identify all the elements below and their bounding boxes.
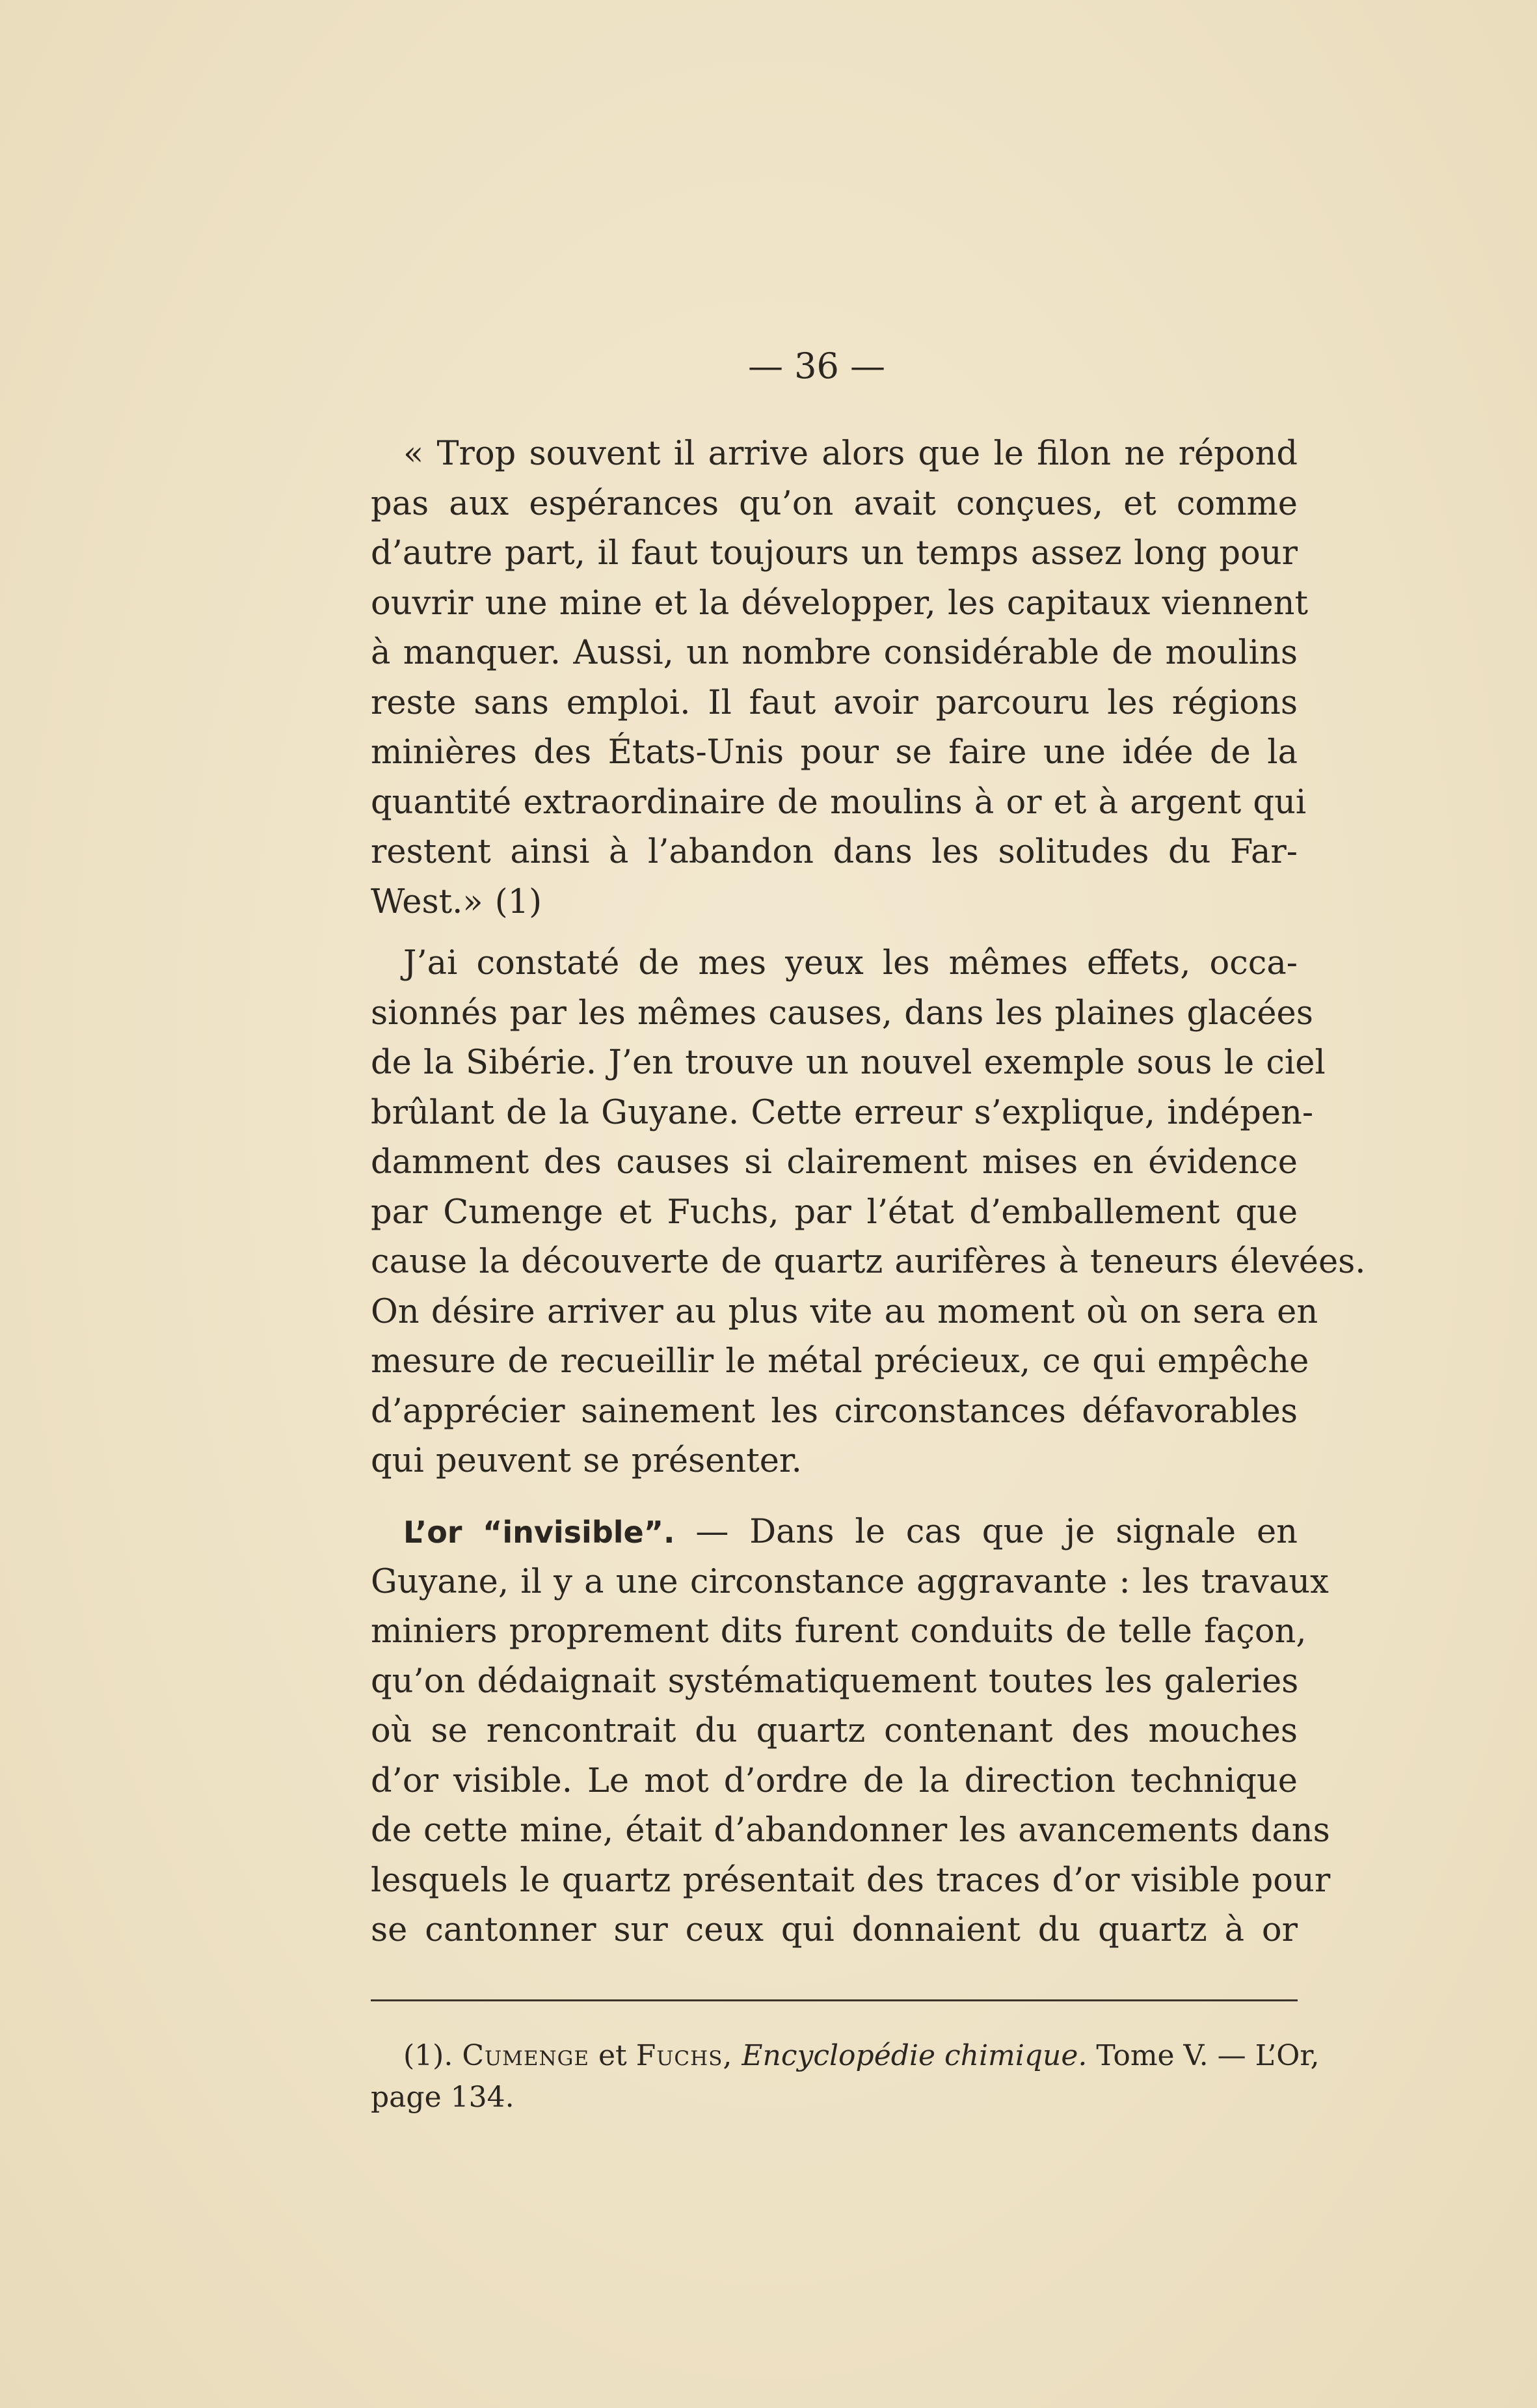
text-line: « Trop souvent il arrive alors que le filon ne répond xyxy=(403,435,1298,473)
footnote-conjunction: et xyxy=(598,2039,627,2072)
text-line: d’apprécier sainement les circonstances défavorables xyxy=(371,1392,1298,1431)
footnote-author: Cumenge xyxy=(462,2039,589,2072)
text-line: cause la découverte de quartz aurifères à teneurs élevées. xyxy=(371,1243,1366,1281)
text-line: reste sans emploi. Il faut avoir parcouru les régions xyxy=(371,683,1298,722)
footnote-author: Fuchs, xyxy=(635,2039,733,2072)
text-line: à manquer. Aussi, un nombre considérable de moulins xyxy=(371,634,1298,672)
text-line: qu’on dédaignait systématiquement toutes les galeries xyxy=(371,1662,1299,1701)
footnote xyxy=(371,2035,1320,2118)
text-line: On désire arriver au plus vite au moment où on sera en xyxy=(371,1292,1318,1331)
text-line: qui peuvent se présenter. xyxy=(371,1442,802,1480)
text-line: Guyane, il y a une circonstance aggravante : les travaux xyxy=(371,1562,1329,1601)
footnote-marker: (1). xyxy=(403,2039,453,2072)
footnote-separator xyxy=(371,1999,1298,2001)
text-line: sionnés par les mêmes causes, dans les plaines glacées xyxy=(371,994,1313,1033)
footnote-line xyxy=(371,2035,1320,2077)
quote-paragraph xyxy=(371,429,1309,927)
text-line: de cette mine, était d’abandonner les avancements dans xyxy=(371,1811,1330,1850)
section-paragraph xyxy=(371,1508,1331,1956)
text-line: de la Sibérie. J’en trouve un nouvel exemple sous le ciel xyxy=(371,1044,1326,1082)
footnote-line: page 134. xyxy=(371,2081,515,2114)
text-line: J’ai constaté de mes yeux les mêmes effets, occa- xyxy=(403,944,1298,982)
paragraph-2 xyxy=(371,939,1366,1487)
text-line: se cantonner sur ceux qui donnaient du quartz à or xyxy=(371,1911,1298,1949)
text-line xyxy=(371,1508,1298,1558)
text-line: brûlant de la Guyane. Cette erreur s’explique, indépen- xyxy=(371,1093,1314,1132)
text-line: mesure de recueillir le métal précieux, ce qui empêche xyxy=(371,1342,1309,1381)
footnote-volume: Tome V. — L’Or, xyxy=(1096,2039,1320,2072)
section-heading: L’or “invisible”. xyxy=(403,1515,675,1550)
text-line: restent ainsi à l’abandon dans les solitudes du Far- xyxy=(371,833,1298,871)
text-line: d’or visible. Le mot d’ordre de la direction technique xyxy=(371,1761,1298,1800)
text-line: par Cumenge et Fuchs, par l’état d’emballement que xyxy=(371,1193,1298,1232)
footnote-title: Encyclopédie chimique. xyxy=(742,2039,1088,2072)
text-line: pas aux espérances qu’on avait conçues, et comme xyxy=(371,484,1298,523)
text-line: ouvrir une mine et la développer, les capitaux viennent xyxy=(371,584,1309,623)
body-paragraph xyxy=(371,939,1366,1487)
paragraph-3 xyxy=(371,1508,1331,1956)
heading-continuation: — Dans le cas que je signale en xyxy=(675,1513,1298,1551)
text-line: où se rencontrait du quartz contenant des mouches xyxy=(371,1712,1298,1750)
paragraph-1 xyxy=(371,429,1309,927)
page-number: — 36 — xyxy=(748,345,886,386)
text-line: minières des États-Unis pour se faire une idée de la xyxy=(371,733,1298,772)
text-line: quantité extraordinaire de moulins à or et à argent qui xyxy=(371,783,1307,822)
text-line: miniers proprement dits furent conduits de telle façon, xyxy=(371,1612,1307,1651)
text-line: damment des causes si clairement mises en évidence xyxy=(371,1143,1298,1182)
text-line: d’autre part, il faut toujours un temps assez long pour xyxy=(371,534,1298,573)
text-line: West.» (1) xyxy=(371,882,542,921)
text-line: lesquels le quartz présentait des traces d’or visible pour xyxy=(371,1861,1331,1900)
